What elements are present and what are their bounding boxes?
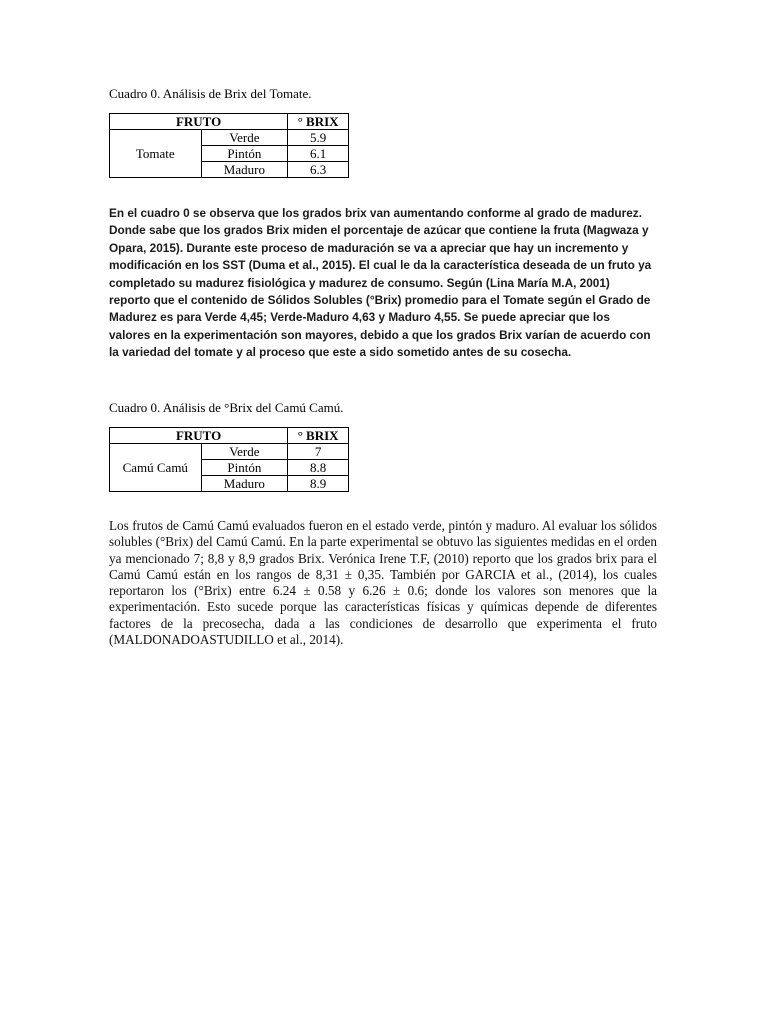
brix-value-cell: 8.8	[288, 460, 349, 476]
brix-value-cell: 7	[288, 444, 349, 460]
fruit-name-cell: Tomate	[110, 130, 202, 178]
table-row	[110, 444, 349, 460]
stage-cell: Verde	[201, 130, 288, 146]
table2-caption: Cuadro 0. Análisis de °Brix del Camú Camú.	[109, 400, 344, 415]
fruit-name-cell: Camú Camú	[110, 444, 202, 492]
brix-value-cell: 6.1	[288, 146, 349, 162]
paragraph-text: Los frutos de Camú Camú evaluados fueron en el estado verde, pintón y maduro. Al evaluar los sólidos solubles (°Brix) del Camú Camú. En la parte experimental se obtuvo las siguientes medidas en el orden ya mencionado 7; 8,8 y 8,9 grados Brix. Verónica Irene T.F, (2010) reporto que los grados brix para el Camú Camú están en los rangos de 8,31 ± 0,35. También por GARCIA et al., (2014), los cuales reportaron los (°Brix) entre 6.24 ± 0.58 y 6.26 ± 0.6; donde los valores son menores que la experimentación. Esto sucede porque las características físicas y químicas depende de diferentes factores de la precosecha, dada a las condiciones de desarrollo que experimenta el fruto (MALDONADOASTUDILLO et al., 2014).	[109, 518, 657, 648]
table-header-row	[110, 114, 349, 130]
table2-camu-camu	[109, 427, 349, 492]
header-fruto: FRUTO	[110, 428, 288, 444]
stage-cell: Maduro	[201, 476, 288, 492]
stage-cell: Maduro	[201, 162, 288, 178]
paragraph-camu-discussion	[109, 518, 657, 648]
header-brix: ° BRIX	[288, 428, 349, 444]
brix-value-cell: 8.9	[288, 476, 349, 492]
stage-cell: Pintón	[201, 460, 288, 476]
table-header-row	[110, 428, 349, 444]
brix-value-cell: 6.3	[288, 162, 349, 178]
header-brix: ° BRIX	[288, 114, 349, 130]
table1-tomate	[109, 113, 349, 178]
stage-cell: Pintón	[201, 146, 288, 162]
table1-caption: Cuadro 0. Análisis de Brix del Tomate.	[109, 86, 312, 101]
paragraph-tomate-discussion: En el cuadro 0 se observa que los grados brix van aumentando conforme al grado de madurez. Donde sabe que los grados Brix miden el porcentaje de azúcar que contiene la fruta (Magwaza y Opara, 2015). Durante este proceso de maduración se va a apreciar que hay un incremento y modificación en los SST (Duma et al., 2015). El cual le da la característica deseada de un fruto ya completado su madurez fisiológica y madurez de consumo. Según (Lina María M.A, 2001) reporto que el contenido de Sólidos Solubles (°Brix) promedio para el Tomate según el Grado de Madurez es para Verde 4,45; Verde-Maduro 4,63 y Maduro 4,55. Se puede apreciar que los valores en la experimentación son mayores, debido a que los grados Brix varían de acuerdo con la variedad del tomate y al proceso que este a sido sometido antes de su cosecha.	[109, 206, 652, 360]
table-row	[110, 130, 349, 146]
brix-value-cell: 5.9	[288, 130, 349, 146]
stage-cell: Verde	[201, 444, 288, 460]
header-fruto: FRUTO	[110, 114, 288, 130]
